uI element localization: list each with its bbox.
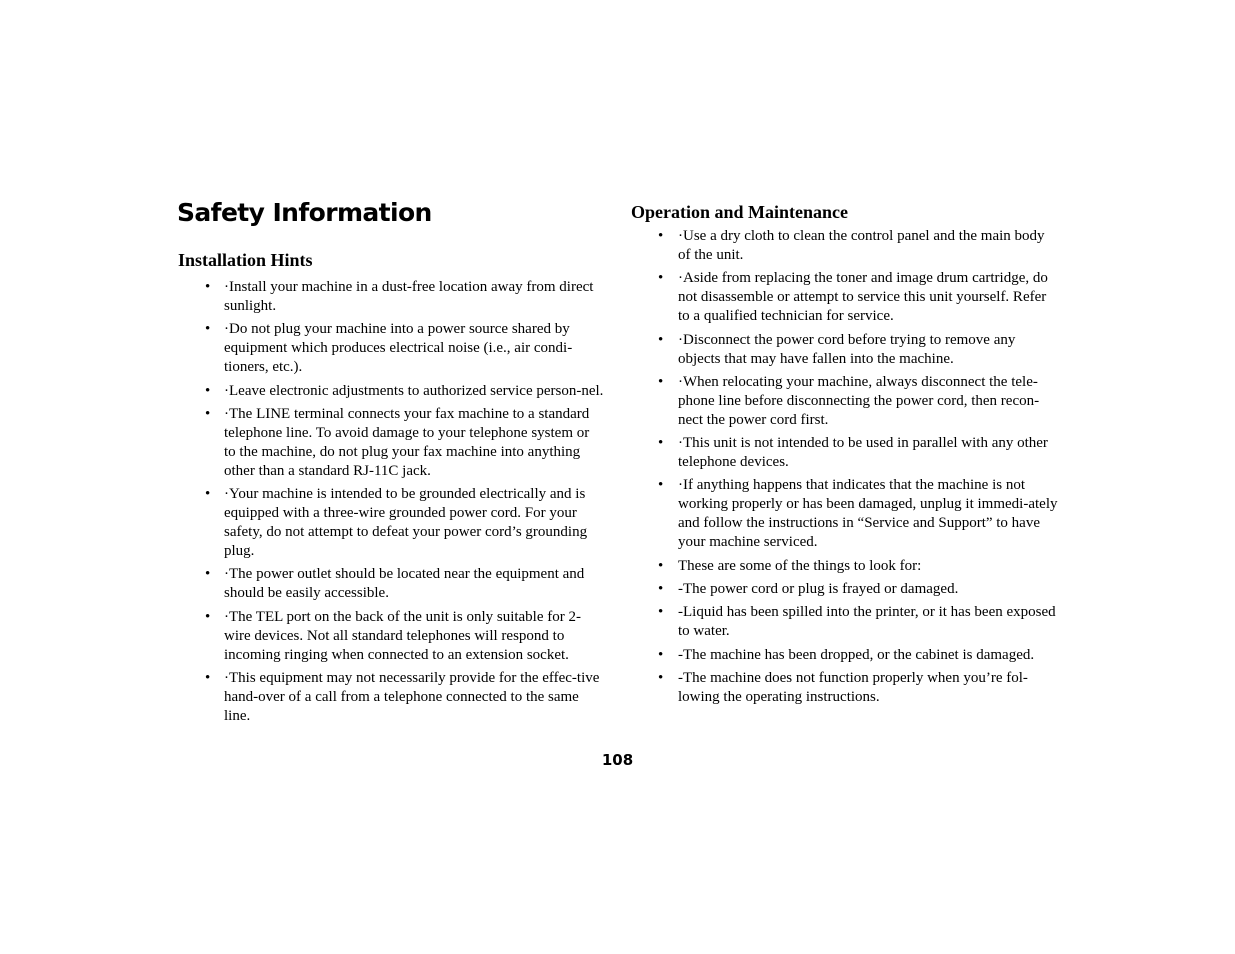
bullet-icon: • bbox=[658, 669, 664, 686]
bullet-icon: • bbox=[658, 557, 664, 574]
list-item bbox=[631, 373, 1060, 430]
list-item-text: ·Install your machine in a dust-free location away from direct sunlight. bbox=[224, 279, 594, 314]
list-item-text: -The machine has been dropped, or the cabinet is damaged. bbox=[678, 646, 1035, 663]
bullet-icon: • bbox=[658, 604, 664, 621]
list-item bbox=[631, 580, 1060, 599]
operation-section bbox=[631, 201, 1061, 711]
list-item bbox=[178, 382, 604, 401]
list-item bbox=[178, 565, 604, 603]
list-item bbox=[631, 557, 1060, 576]
list-item-text: ·Do not plug your machine into a power source shared by equipment which produces electrical noise (i.e., air condi-tioners, etc.). bbox=[224, 321, 573, 376]
page-title: Safety Information bbox=[177, 198, 432, 227]
list-item-text: ·If anything happens that indicates that the machine is not working properly or has been damaged, unplug it immedi-ately and follow the instructions in “Service and Support” to have your machine serviced. bbox=[678, 477, 1058, 551]
list-item-text: These are some of the things to look for: bbox=[678, 557, 922, 574]
operation-list bbox=[631, 227, 1061, 707]
list-item bbox=[178, 669, 604, 726]
bullet-icon: • bbox=[658, 270, 664, 287]
bullet-icon: • bbox=[205, 486, 211, 503]
bullet-icon: • bbox=[205, 566, 211, 583]
bullet-icon: • bbox=[658, 373, 664, 390]
list-item bbox=[631, 669, 1060, 707]
bullet-icon: • bbox=[205, 382, 211, 399]
list-item-text: ·This unit is not intended to be used in parallel with any other telephone devices. bbox=[678, 435, 1048, 471]
list-item bbox=[631, 476, 1060, 552]
bullet-icon: • bbox=[658, 646, 664, 663]
list-item-text: -The machine does not function properly when you’re fol-lowing the operating instructions. bbox=[678, 669, 1028, 705]
list-item bbox=[178, 485, 604, 561]
list-item bbox=[631, 227, 1060, 265]
bullet-icon: • bbox=[205, 670, 211, 687]
operation-heading: Operation and Maintenance bbox=[631, 202, 849, 222]
list-item bbox=[631, 331, 1060, 369]
bullet-icon: • bbox=[205, 405, 211, 422]
bullet-icon: • bbox=[658, 435, 664, 452]
list-item-text: ·The power outlet should be located near the equipment and should be easily accessible. bbox=[224, 566, 585, 602]
list-item-text: ·Your machine is intended to be grounded electrically and is equipped with a three-wire grounded power cord. For your safety, do not attempt to defeat your power cord’s grounding plug. bbox=[224, 486, 588, 560]
list-item-text: ·When relocating your machine, always disconnect the tele-phone line before disconnecting the power cord, then recon-nect the power cord first. bbox=[678, 373, 1040, 428]
list-item-text: ·Aside from replacing the toner and image drum cartridge, do not disassemble or attempt to service this unit yourself. Refer to a qualified technician for service. bbox=[678, 270, 1048, 325]
list-item bbox=[631, 603, 1060, 641]
bullet-icon: • bbox=[658, 477, 664, 494]
list-item bbox=[178, 405, 604, 481]
list-item bbox=[178, 278, 604, 316]
list-item bbox=[178, 320, 604, 377]
list-item bbox=[178, 608, 604, 665]
list-item-text: ·This equipment may not necessarily provide for the effec-tive hand-over of a call from a telephone connected to the same line. bbox=[224, 670, 600, 725]
list-item-text: ·Disconnect the power cord before trying to remove any objects that may have fallen into the machine. bbox=[678, 331, 1016, 367]
page-number: 108 bbox=[601, 751, 634, 769]
bullet-icon: • bbox=[658, 331, 664, 348]
bullet-icon: • bbox=[205, 321, 211, 338]
installation-section bbox=[178, 249, 608, 730]
bullet-icon: • bbox=[658, 228, 664, 244]
bullet-icon: • bbox=[658, 581, 664, 598]
installation-heading: Installation Hints bbox=[178, 250, 313, 270]
list-item-text: -The power cord or plug is frayed or damaged. bbox=[678, 581, 959, 598]
list-item bbox=[631, 434, 1060, 472]
bullet-icon: • bbox=[205, 608, 211, 625]
list-item-text: -Liquid has been spilled into the printer, or it has been exposed to water. bbox=[678, 604, 1056, 640]
list-item-text: ·The LINE terminal connects your fax machine to a standard telephone line. To avoid damage to your telephone system or to the machine, do not plug your fax machine into anything other than a standard RJ-11C jack. bbox=[224, 405, 590, 479]
list-item-text: ·The TEL port on the back of the unit is only suitable for 2-wire devices. Not all standard telephones will respond to incoming ringing when connected to an extension socket. bbox=[224, 608, 581, 663]
list-item-text: ·Use a dry cloth to clean the control panel and the main body of the unit. bbox=[678, 228, 1045, 263]
list-item bbox=[631, 269, 1060, 326]
list-item bbox=[631, 646, 1060, 665]
bullet-icon: • bbox=[205, 279, 211, 295]
installation-list bbox=[178, 278, 608, 726]
list-item-text: ·Leave electronic adjustments to authorized service person-nel. bbox=[224, 382, 604, 399]
